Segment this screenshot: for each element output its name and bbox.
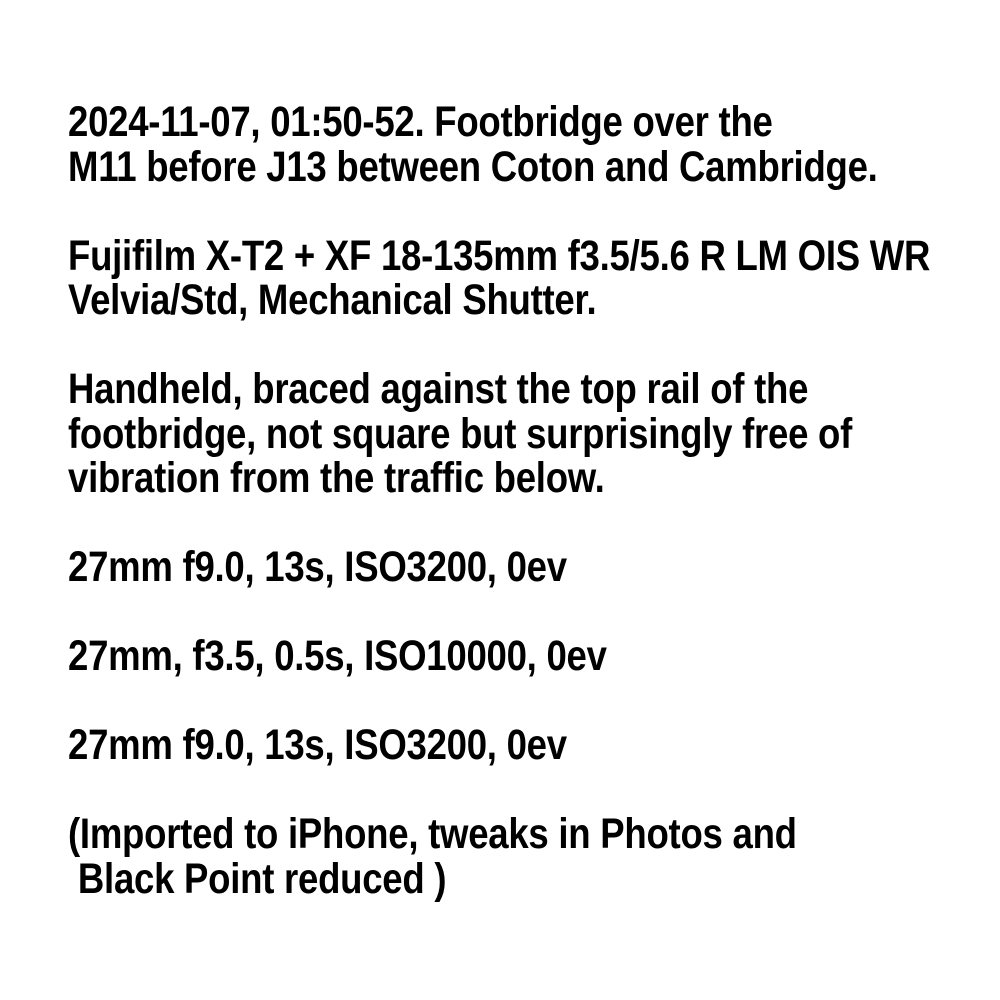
caption-line: Handheld, braced against the top rail of the — [68, 365, 809, 413]
caption-line: vibration from the traffic below. — [68, 454, 605, 502]
caption-line: 27mm f9.0, 13s, ISO3200, 0ev — [68, 543, 567, 591]
paragraph-exposure-2 — [68, 634, 995, 679]
paragraph-postprocessing — [68, 812, 995, 901]
caption-line: Velvia/Std, Mechanical Shutter. — [68, 276, 597, 324]
paragraph-exposure-1 — [68, 545, 995, 590]
paragraph-date-location — [68, 100, 995, 189]
caption-line: 2024-11-07, 01:50-52. Footbridge over the — [68, 98, 773, 146]
caption-line: 27mm f9.0, 13s, ISO3200, 0ev — [68, 721, 567, 769]
caption-line: (Imported to iPhone, tweaks in Photos and — [68, 810, 797, 858]
paragraph-camera-lens — [68, 231, 995, 324]
caption-line: Black Point reduced ) — [68, 854, 447, 903]
caption-line: 27mm, f3.5, 0.5s, ISO10000, 0ev — [68, 632, 607, 680]
caption-line: Fujifilm X-T2 + XF 18-135mm f3.5/5.6 R LM OIS WR — [68, 231, 931, 280]
paragraph-shooting-notes — [68, 367, 995, 501]
paragraph-exposure-3 — [68, 723, 995, 768]
caption-line: footbridge, not square but surprisingly free of — [68, 409, 853, 458]
caption-line: M11 before J13 between Coton and Cambridge. — [68, 142, 878, 191]
caption-text-block — [68, 100, 995, 901]
